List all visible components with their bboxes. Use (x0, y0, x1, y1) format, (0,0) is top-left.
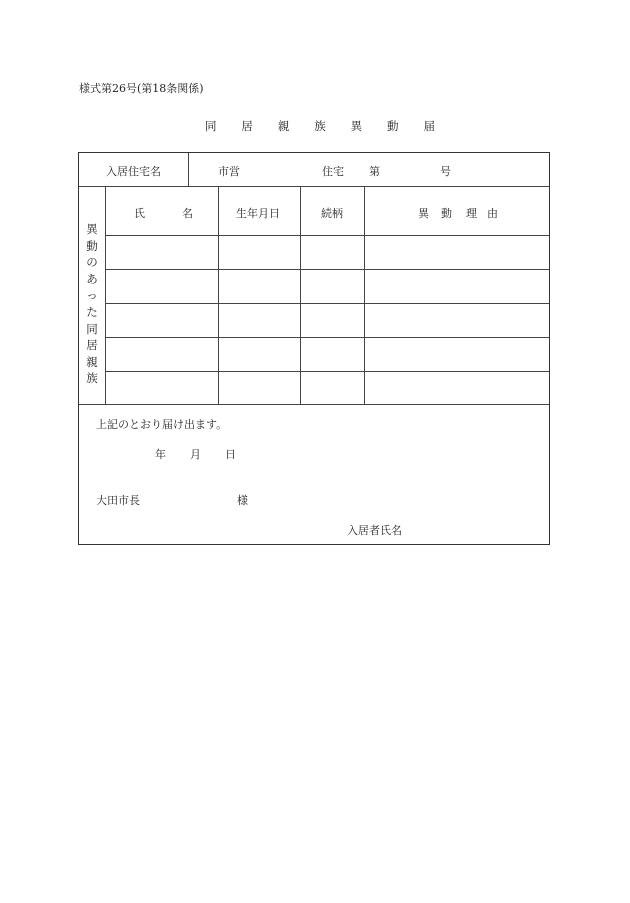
divider (188, 153, 189, 186)
title-char: 居 (241, 119, 253, 133)
title-char: 異 (350, 119, 363, 133)
date-year: 年 (155, 448, 166, 461)
form-number: 様式第26号(第18条関係) (79, 82, 204, 95)
applicant-name-label: 入居者氏名 (347, 524, 402, 537)
table-row (105, 338, 549, 371)
title-char: 届 (423, 119, 435, 133)
table-row (105, 304, 549, 337)
divider (79, 186, 549, 187)
title-char: 親 (277, 119, 290, 133)
divider (79, 404, 549, 405)
header-relationship: 続柄 (321, 207, 343, 220)
residence-dai: 第 (369, 165, 380, 178)
form-title (205, 118, 435, 134)
addressee-honorific: 様 (237, 494, 248, 507)
side-label: 異 動 の あ っ た 同 居 親 族 (86, 222, 98, 386)
header-reason: 異 動 理 由 (418, 207, 498, 220)
title-char: 動 (387, 119, 399, 133)
residence-go: 号 (440, 165, 451, 178)
date-month: 月 (190, 448, 201, 461)
residence-shiei: 市営 (218, 165, 240, 178)
residence-label: 入居住宅名 (106, 165, 161, 178)
table-row (105, 372, 549, 404)
header-name-b: 名 (182, 207, 193, 220)
header-name-a: 氏 (134, 207, 145, 220)
residence-jutaku: 住宅 (322, 165, 344, 178)
title-char: 同 (205, 119, 217, 133)
table-row (105, 270, 549, 303)
addressee: 大田市長 (96, 494, 140, 507)
declaration-text: 上記のとおり届け出ます。 (96, 418, 228, 431)
form-box (78, 152, 550, 545)
table-row (105, 236, 549, 269)
title-char: 族 (314, 119, 326, 133)
date-day: 日 (225, 448, 236, 461)
header-birthdate: 生年月日 (236, 207, 280, 220)
